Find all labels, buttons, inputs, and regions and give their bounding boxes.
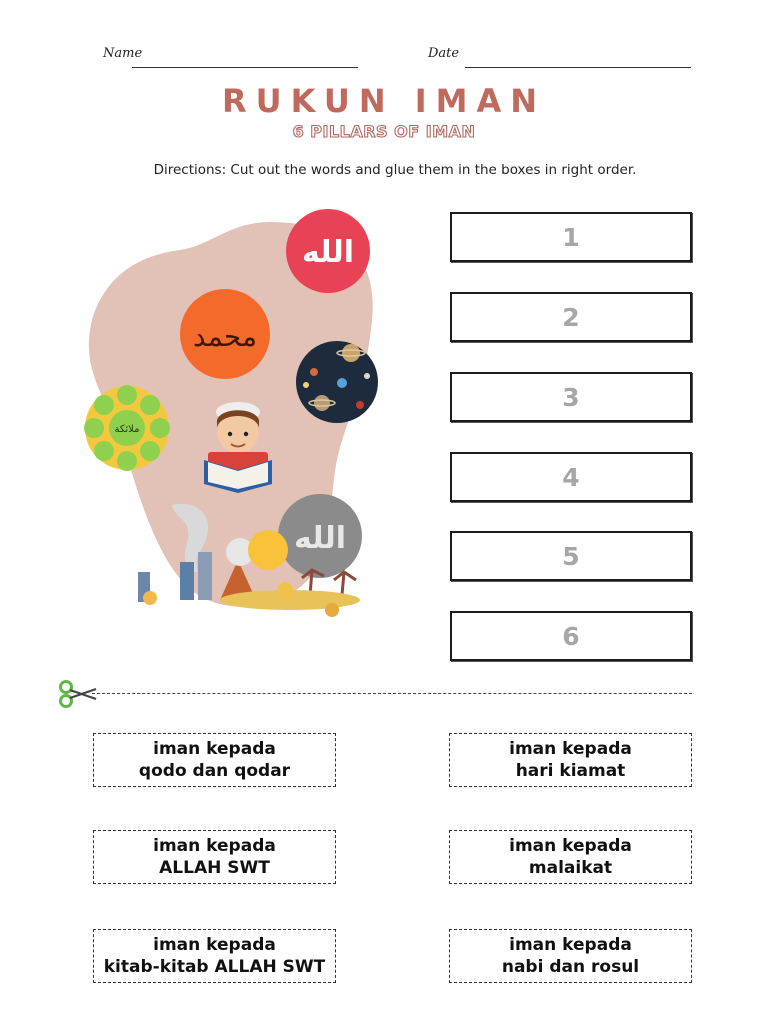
card-line-1: iman kepada [509,935,632,955]
answer-box-6[interactable] [450,611,692,661]
card-line-2: malaikat [528,858,613,878]
answer-number: 4 [562,462,580,492]
card-line-2: ALLAH SWT [159,858,270,878]
answer-box-2[interactable] [450,292,692,342]
card-line-2: qodo dan qodar [138,761,291,781]
word-card-kitab[interactable] [93,929,336,983]
word-card-malaikat[interactable] [449,830,692,884]
muhammad-calligraphy: محمد [193,320,257,353]
scissors-icon [58,679,98,709]
answer-number: 2 [562,302,580,332]
word-card-allah[interactable] [93,830,336,884]
allah-calligraphy: الله [302,235,354,270]
word-card-nabi[interactable] [449,929,692,983]
answer-number: 3 [562,382,580,412]
date-label: Date [428,46,460,61]
date-line[interactable] [465,67,691,68]
answer-box-3[interactable] [450,372,692,422]
name-label: Name [103,46,143,61]
answer-number: 6 [562,621,580,651]
answer-number: 5 [562,541,580,571]
card-line-2: hari kiamat [515,761,626,781]
answer-box-4[interactable] [450,452,692,502]
answer-box-1[interactable] [450,212,692,262]
directions-text: Directions: Cut out the words and glue them in the boxes in right order. [153,162,637,178]
card-line-1: iman kepada [153,739,276,759]
card-line-1: iman kepada [509,836,632,856]
answer-number: 1 [562,222,580,252]
name-line[interactable] [132,67,358,68]
card-line-2: nabi dan rosul [501,957,640,977]
word-card-qodo[interactable] [93,733,336,787]
malaikat-text: ملائكة [114,424,140,435]
answer-box-5[interactable] [450,531,692,581]
card-line-1: iman kepada [153,935,276,955]
word-card-kiamat[interactable] [449,733,692,787]
card-line-2: kitab-kitab ALLAH SWT [103,957,326,977]
svg-text:الله: الله [294,521,346,556]
page-title: RUKUN IMAN [221,82,547,120]
page-subtitle: 6 PILLARS OF IMAN [292,122,476,141]
pillars-illustration [80,200,380,640]
card-line-1: iman kepada [153,836,276,856]
card-line-1: iman kepada [509,739,632,759]
cut-line [92,693,692,694]
